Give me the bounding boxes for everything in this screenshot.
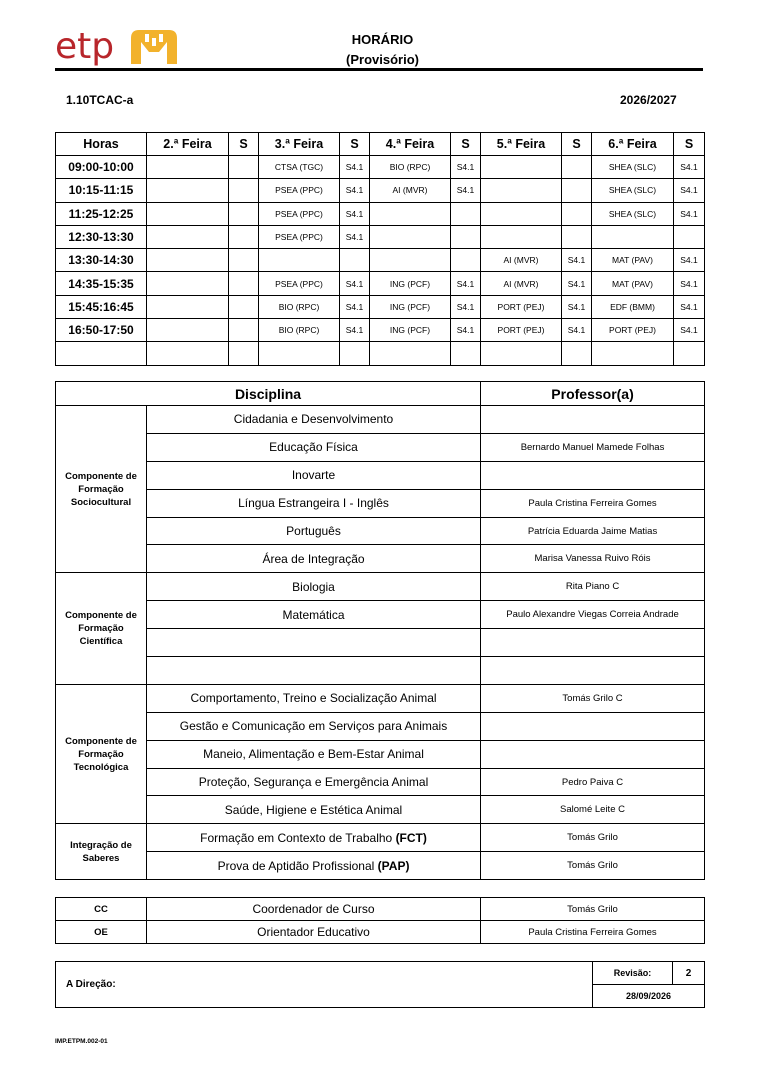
subject-row xyxy=(56,629,705,657)
subject-name-text: Língua Estrangeira I - Inglês xyxy=(238,496,389,511)
room-cell: S4.1 xyxy=(451,319,481,342)
subject-name-text: Gestão e Comunicação em Serviços para Animais xyxy=(179,719,448,734)
room-cell: S4.1 xyxy=(340,225,370,248)
class-cell: PORT (PEJ) xyxy=(481,295,562,318)
class-cell xyxy=(370,249,451,272)
subject-row xyxy=(56,573,705,601)
class-cell xyxy=(147,249,229,272)
component-label: Componente de Formação Sociocultural xyxy=(56,406,147,573)
class-cell xyxy=(147,179,229,202)
subject-acronym: (FCT) xyxy=(395,830,427,845)
approval-table xyxy=(55,961,705,1008)
room-cell xyxy=(562,225,592,248)
class-cell xyxy=(370,225,451,248)
revision-date: 28/09/2026 xyxy=(593,985,705,1008)
subject-name xyxy=(147,684,481,712)
direction-label: A Direção: xyxy=(56,962,593,1008)
class-cell xyxy=(370,202,451,225)
teacher-name xyxy=(481,629,705,657)
coordination-role: Coordenador de Curso xyxy=(147,898,481,921)
teacher-name: Bernardo Manuel Mamede Folhas xyxy=(481,433,705,461)
room-cell xyxy=(229,202,259,225)
room-cell xyxy=(340,342,370,365)
subjects-table xyxy=(55,381,705,880)
class-cell xyxy=(147,342,229,365)
subject-row xyxy=(56,461,705,489)
coordination-table xyxy=(55,897,705,944)
component-label: Componente de Formação Científica xyxy=(56,573,147,685)
class-cell: MAT (PAV) xyxy=(592,249,674,272)
teacher-name: Tomás Grilo xyxy=(481,824,705,852)
school-year: 2026/2027 xyxy=(620,93,677,107)
room-cell xyxy=(562,202,592,225)
coordination-role: Orientador Educativo xyxy=(147,921,481,944)
logo-m-emblem-icon xyxy=(129,28,179,66)
class-cell: CTSA (TGC) xyxy=(259,156,340,179)
schedule-row xyxy=(56,249,705,272)
room-cell: S4.1 xyxy=(340,272,370,295)
subject-name xyxy=(147,517,481,545)
room-cell xyxy=(562,342,592,365)
class-cell xyxy=(481,156,562,179)
room-cell xyxy=(451,202,481,225)
schedule-row xyxy=(56,319,705,342)
coordination-code: CC xyxy=(56,898,147,921)
room-cell: S4.1 xyxy=(340,179,370,202)
subject-name xyxy=(147,740,481,768)
class-cell: BIO (RPC) xyxy=(259,319,340,342)
room-cell xyxy=(674,225,705,248)
class-cell: SHEA (SLC) xyxy=(592,202,674,225)
subject-name xyxy=(147,852,481,880)
room-cell: S4.1 xyxy=(674,179,705,202)
class-cell xyxy=(147,319,229,342)
room-cell: S4.1 xyxy=(340,202,370,225)
class-cell: AI (MVR) xyxy=(481,272,562,295)
document-title-block xyxy=(300,30,465,70)
subject-name xyxy=(147,573,481,601)
subject-name-text: Prova de Aptidão Profissional xyxy=(217,858,375,873)
teacher-name xyxy=(481,657,705,685)
teacher-name xyxy=(481,712,705,740)
schedule-row xyxy=(56,179,705,202)
room-cell xyxy=(229,319,259,342)
class-cell: ING (PCF) xyxy=(370,272,451,295)
teacher-name xyxy=(481,406,705,434)
room-cell: S4.1 xyxy=(562,272,592,295)
subject-name-text: Comportamento, Treino e Socialização Animal xyxy=(190,691,437,706)
class-cell: PORT (PEJ) xyxy=(481,319,562,342)
teacher-name xyxy=(481,740,705,768)
subject-name-text: Cidadania e Desenvolvimento xyxy=(233,412,394,427)
class-cell: ING (PCF) xyxy=(370,319,451,342)
room-cell: S4.1 xyxy=(451,272,481,295)
teacher-name: Tomás Grilo C xyxy=(481,684,705,712)
subject-column-header: Disciplina xyxy=(56,382,481,406)
teacher-name: Paula Cristina Ferreira Gomes xyxy=(481,489,705,517)
subject-name xyxy=(147,768,481,796)
subject-name-text: Biologia xyxy=(292,579,335,594)
class-cell xyxy=(147,225,229,248)
class-cell: MAT (PAV) xyxy=(592,272,674,295)
room-cell xyxy=(451,342,481,365)
class-cell: PSEA (PPC) xyxy=(259,179,340,202)
component-label: Integração de Saberes xyxy=(56,824,147,880)
room-cell xyxy=(229,272,259,295)
room-cell: S4.1 xyxy=(674,295,705,318)
teacher-column-header: Professor(a) xyxy=(481,382,705,406)
class-cell xyxy=(147,272,229,295)
subject-row xyxy=(56,684,705,712)
time-slot: 10:15-11:15 xyxy=(56,179,147,202)
subject-row xyxy=(56,796,705,824)
subject-row xyxy=(56,545,705,573)
schedule-table xyxy=(55,132,705,366)
subject-name-text: Saúde, Higiene e Estética Animal xyxy=(224,802,403,817)
class-cell: SHEA (SLC) xyxy=(592,156,674,179)
room-cell: S4.1 xyxy=(674,156,705,179)
logo-text: etp xyxy=(55,26,115,67)
approval-row xyxy=(56,962,705,985)
time-slot xyxy=(56,342,147,365)
class-cell: PSEA (PPC) xyxy=(259,202,340,225)
subject-name xyxy=(147,489,481,517)
teacher-name: Tomás Grilo xyxy=(481,852,705,880)
time-slot: 12:30-13:30 xyxy=(56,225,147,248)
schedule-row xyxy=(56,202,705,225)
class-cell: PSEA (PPC) xyxy=(259,225,340,248)
subject-row xyxy=(56,768,705,796)
subject-name xyxy=(147,545,481,573)
schedule-row xyxy=(56,295,705,318)
schedule-row xyxy=(56,156,705,179)
room-cell xyxy=(562,156,592,179)
subject-name xyxy=(147,629,481,657)
class-cell: BIO (RPC) xyxy=(259,295,340,318)
room-cell: S4.1 xyxy=(562,295,592,318)
schedule-row xyxy=(56,342,705,365)
class-cell: PSEA (PPC) xyxy=(259,272,340,295)
subject-name-text: Área de Integração xyxy=(262,551,365,566)
class-cell: ING (PCF) xyxy=(370,295,451,318)
class-cell xyxy=(370,342,451,365)
subject-name-text: Matemática xyxy=(282,607,345,622)
class-cell xyxy=(147,156,229,179)
subject-row xyxy=(56,406,705,434)
room-cell: S4.1 xyxy=(451,179,481,202)
subject-name xyxy=(147,433,481,461)
column-header: S xyxy=(229,133,259,156)
subject-name xyxy=(147,824,481,852)
time-slot: 14:35-15:35 xyxy=(56,272,147,295)
subject-name-text: Formação em Contexto de Trabalho xyxy=(200,830,393,845)
room-cell xyxy=(451,225,481,248)
subject-name xyxy=(147,601,481,629)
class-cell: PORT (PEJ) xyxy=(592,319,674,342)
room-cell: S4.1 xyxy=(562,249,592,272)
revision-number: 2 xyxy=(673,962,705,985)
subject-name-text: Inovarte xyxy=(291,468,336,483)
class-cell xyxy=(259,342,340,365)
subject-row xyxy=(56,852,705,880)
class-cell: AI (MVR) xyxy=(370,179,451,202)
column-header: Horas xyxy=(56,133,147,156)
time-slot: 13:30-14:30 xyxy=(56,249,147,272)
subject-name xyxy=(147,461,481,489)
column-header: 4.ª Feira xyxy=(370,133,451,156)
schedule-header-row xyxy=(56,133,705,156)
subject-row xyxy=(56,824,705,852)
subject-acronym: (PAP) xyxy=(377,858,410,873)
subject-name-text: Proteção, Segurança e Emergência Animal xyxy=(198,775,429,790)
class-cell xyxy=(147,202,229,225)
subject-name-text: Português xyxy=(286,524,341,538)
schedule-row xyxy=(56,272,705,295)
teacher-name: Marisa Vanessa Ruivo Róis xyxy=(481,545,705,573)
column-header: S xyxy=(340,133,370,156)
subject-row xyxy=(56,740,705,768)
room-cell: S4.1 xyxy=(451,295,481,318)
class-cell xyxy=(592,225,674,248)
teacher-name: Salomé Leite C xyxy=(481,796,705,824)
teacher-name xyxy=(481,461,705,489)
room-cell: S4.1 xyxy=(340,156,370,179)
class-cell: AI (MVR) xyxy=(481,249,562,272)
subject-row xyxy=(56,712,705,740)
room-cell xyxy=(451,249,481,272)
room-cell: S4.1 xyxy=(340,319,370,342)
coordination-code: OE xyxy=(56,921,147,944)
room-cell xyxy=(674,342,705,365)
schedule-body xyxy=(56,156,705,366)
coordination-name: Tomás Grilo xyxy=(481,898,705,921)
class-cell xyxy=(481,342,562,365)
coordination-row xyxy=(56,898,705,921)
room-cell xyxy=(229,295,259,318)
room-cell xyxy=(229,342,259,365)
subject-row xyxy=(56,517,705,545)
class-cell xyxy=(147,295,229,318)
subject-row xyxy=(56,433,705,461)
subject-name xyxy=(147,712,481,740)
class-cell: BIO (RPC) xyxy=(370,156,451,179)
room-cell xyxy=(229,156,259,179)
time-slot: 15:45:16:45 xyxy=(56,295,147,318)
document-subtitle: (Provisório) xyxy=(346,52,419,67)
column-header: S xyxy=(674,133,705,156)
teacher-name: Patrícia Eduarda Jaime Matias xyxy=(481,517,705,545)
subjects-header-row xyxy=(56,382,705,406)
subject-name-text: Educação Física xyxy=(269,440,358,455)
room-cell xyxy=(229,249,259,272)
school-logo xyxy=(55,26,180,70)
class-cell: SHEA (SLC) xyxy=(592,179,674,202)
time-slot: 11:25-12:25 xyxy=(56,202,147,225)
class-cell: EDF (BMM) xyxy=(592,295,674,318)
class-cell xyxy=(259,249,340,272)
column-header: 2.ª Feira xyxy=(147,133,229,156)
teacher-name: Paulo Alexandre Viegas Correia Andrade xyxy=(481,601,705,629)
room-cell xyxy=(229,179,259,202)
room-cell: S4.1 xyxy=(562,319,592,342)
form-code: IMP.ETPM.002-01 xyxy=(55,1038,108,1045)
coordination-name: Paula Cristina Ferreira Gomes xyxy=(481,921,705,944)
class-name: 1.10TCAC-a xyxy=(66,93,134,107)
column-header: 5.ª Feira xyxy=(481,133,562,156)
time-slot: 09:00-10:00 xyxy=(56,156,147,179)
header-divider xyxy=(55,68,703,71)
room-cell: S4.1 xyxy=(674,272,705,295)
class-cell xyxy=(592,342,674,365)
room-cell xyxy=(562,179,592,202)
class-cell xyxy=(481,179,562,202)
subject-row xyxy=(56,601,705,629)
component-label: Componente de Formação Tecnológica xyxy=(56,684,147,823)
column-header: S xyxy=(562,133,592,156)
revision-label: Revisão: xyxy=(593,962,673,985)
subject-row xyxy=(56,657,705,685)
subject-name xyxy=(147,657,481,685)
room-cell: S4.1 xyxy=(340,295,370,318)
column-header: S xyxy=(451,133,481,156)
column-header: 3.ª Feira xyxy=(259,133,340,156)
subject-name-text: Maneio, Alimentação e Bem-Estar Animal xyxy=(203,747,424,762)
room-cell: S4.1 xyxy=(674,249,705,272)
room-cell xyxy=(340,249,370,272)
subject-name xyxy=(147,796,481,824)
coordination-row xyxy=(56,921,705,944)
class-cell xyxy=(481,202,562,225)
subjects-body xyxy=(56,406,705,880)
teacher-name: Pedro Paiva C xyxy=(481,768,705,796)
subject-name xyxy=(147,406,481,434)
document-title: HORÁRIO xyxy=(351,32,414,47)
column-header: 6.ª Feira xyxy=(592,133,674,156)
time-slot: 16:50-17:50 xyxy=(56,319,147,342)
class-cell xyxy=(481,225,562,248)
teacher-name: Rita Piano C xyxy=(481,573,705,601)
room-cell: S4.1 xyxy=(674,202,705,225)
room-cell xyxy=(229,225,259,248)
schedule-row xyxy=(56,225,705,248)
room-cell: S4.1 xyxy=(451,156,481,179)
subject-row xyxy=(56,489,705,517)
room-cell: S4.1 xyxy=(674,319,705,342)
